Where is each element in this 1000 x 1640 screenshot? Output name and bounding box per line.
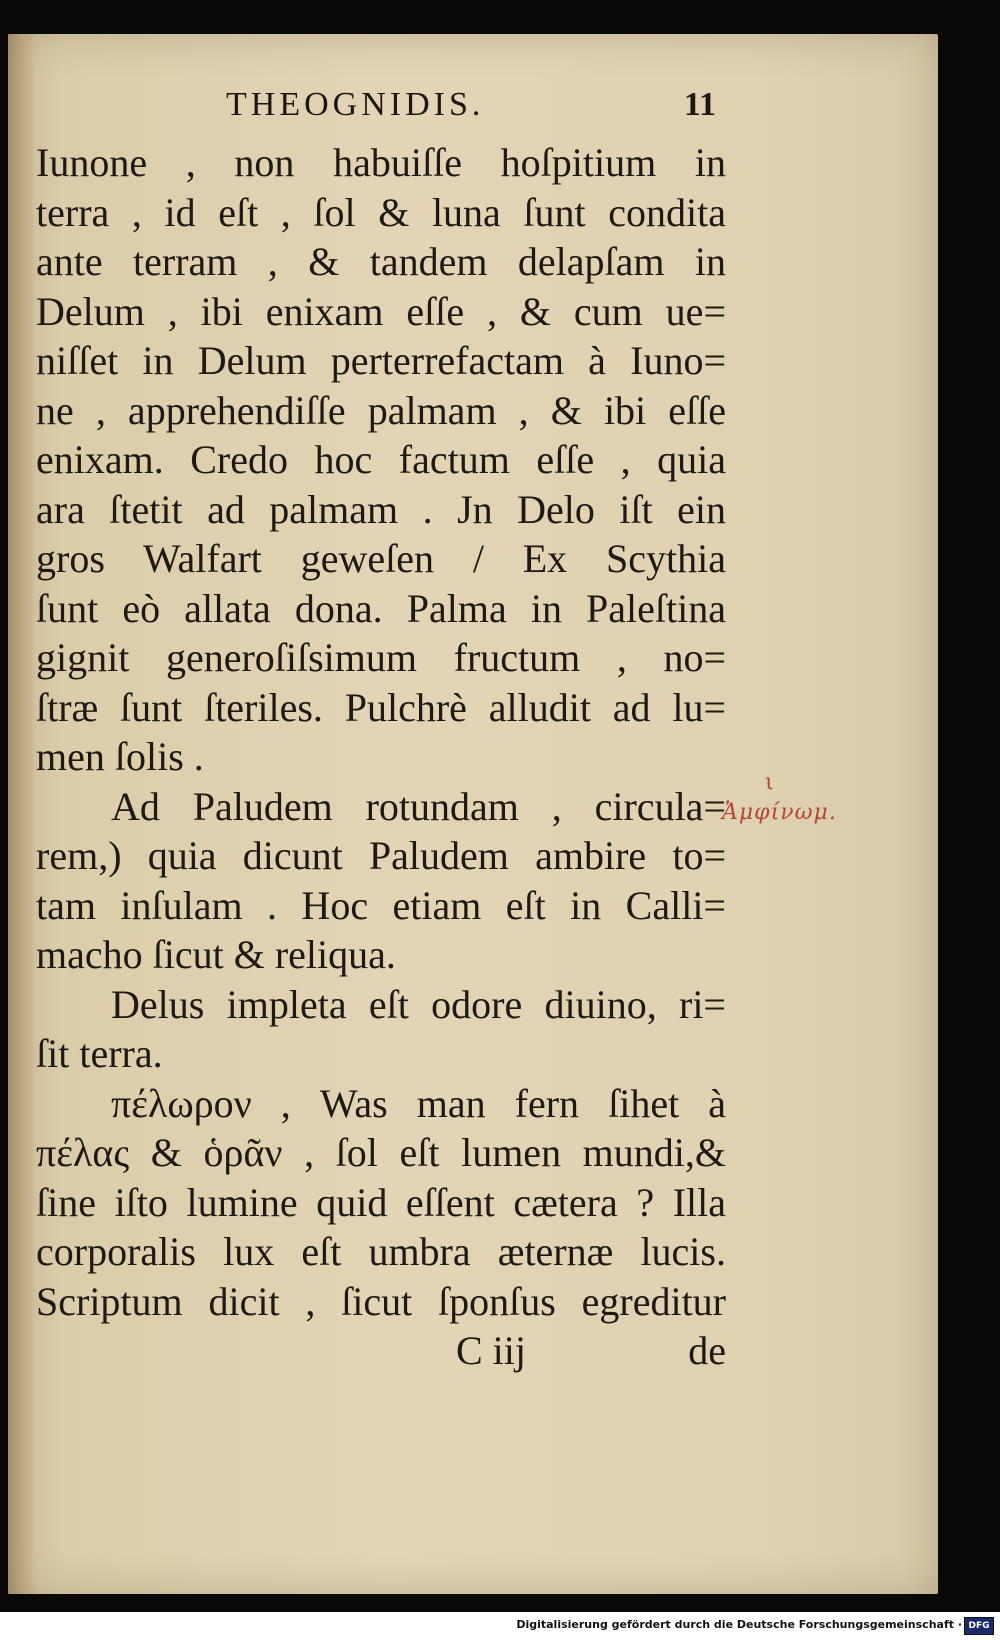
- text-line: ſine iſto lumine quid eſſent cætera ? Illa: [36, 1179, 726, 1225]
- text-line: ſunt eò allata dona. Palma in Paleſtina: [36, 585, 726, 631]
- dfg-logo: DFG: [964, 1617, 994, 1635]
- folio-number: 11: [683, 86, 716, 123]
- marginal-mark: ι: [765, 770, 774, 795]
- text-line: ne , apprehendiſſe palmam , & ibi eſſe: [36, 387, 726, 433]
- text-line: tam inſulam . Hoc etiam eſt in Calli=: [36, 882, 726, 928]
- text-line: πέλωρον , Was man fern ſihet à: [111, 1080, 726, 1126]
- text-line: corporalis lux eſt umbra æternæ lucis.: [36, 1229, 726, 1274]
- text-line: macho ſicut & reliqua.: [36, 932, 396, 977]
- text-line: ſit terra.: [36, 1031, 163, 1076]
- main-text: [36, 138, 726, 1376]
- text-line: ante terram , & tandem delapſam in: [36, 239, 726, 284]
- signature-mark: C iij: [456, 1328, 527, 1373]
- text-line: ara ſtetit ad palmam . Jn Delo iſt ein: [36, 486, 726, 532]
- running-head: THEOGNIDIS.: [226, 86, 485, 123]
- funding-credit: Digitalisierung gefördert durch die Deutsche Forschungsgemeinschaft ·: [516, 1618, 962, 1631]
- text-line: enixam. Credo hoc factum eſſe , quia: [36, 437, 726, 482]
- catchword: de: [688, 1328, 726, 1373]
- page-header: [36, 86, 716, 132]
- text-line: Delus impleta eſt odore diuino, ri=: [111, 981, 726, 1027]
- page-gutter: [8, 34, 36, 1594]
- text-line: Iunone , non habuiſſe hoſpitium in: [36, 140, 726, 185]
- text-line: niſſet in Delum perterrefactam à Iuno=: [36, 338, 726, 383]
- text-line: ſtræ ſunt ſteriles. Pulchrè alludit ad lu=: [36, 684, 726, 730]
- text-line: πέλας & ὁρᾶν , ſol eſt lumen mundi,&: [36, 1130, 726, 1175]
- text-line: terra , id eſt , ſol & luna ſunt condita: [36, 189, 726, 235]
- text-line: rem,) quia dicunt Paludem ambire to=: [36, 833, 726, 878]
- digitization-footer: [0, 1612, 1000, 1640]
- text-line: men ſolis .: [36, 734, 204, 779]
- signature-line: [36, 1326, 726, 1376]
- text-line: Ad Paludem rotundam , circula=: [111, 783, 726, 829]
- text-line: gros Walfart geweſen / Ex Scythia: [36, 536, 726, 581]
- text-line: Scriptum dicit , ſicut ſponſus egreditur: [36, 1278, 726, 1324]
- handwritten-marginal-note: Ἀμφίνωμ.: [722, 800, 837, 825]
- text-line: Delum , ibi enixam eſſe , & cum ue=: [36, 288, 726, 334]
- text-line: gignit generoſiſsimum fructum , no=: [36, 635, 726, 680]
